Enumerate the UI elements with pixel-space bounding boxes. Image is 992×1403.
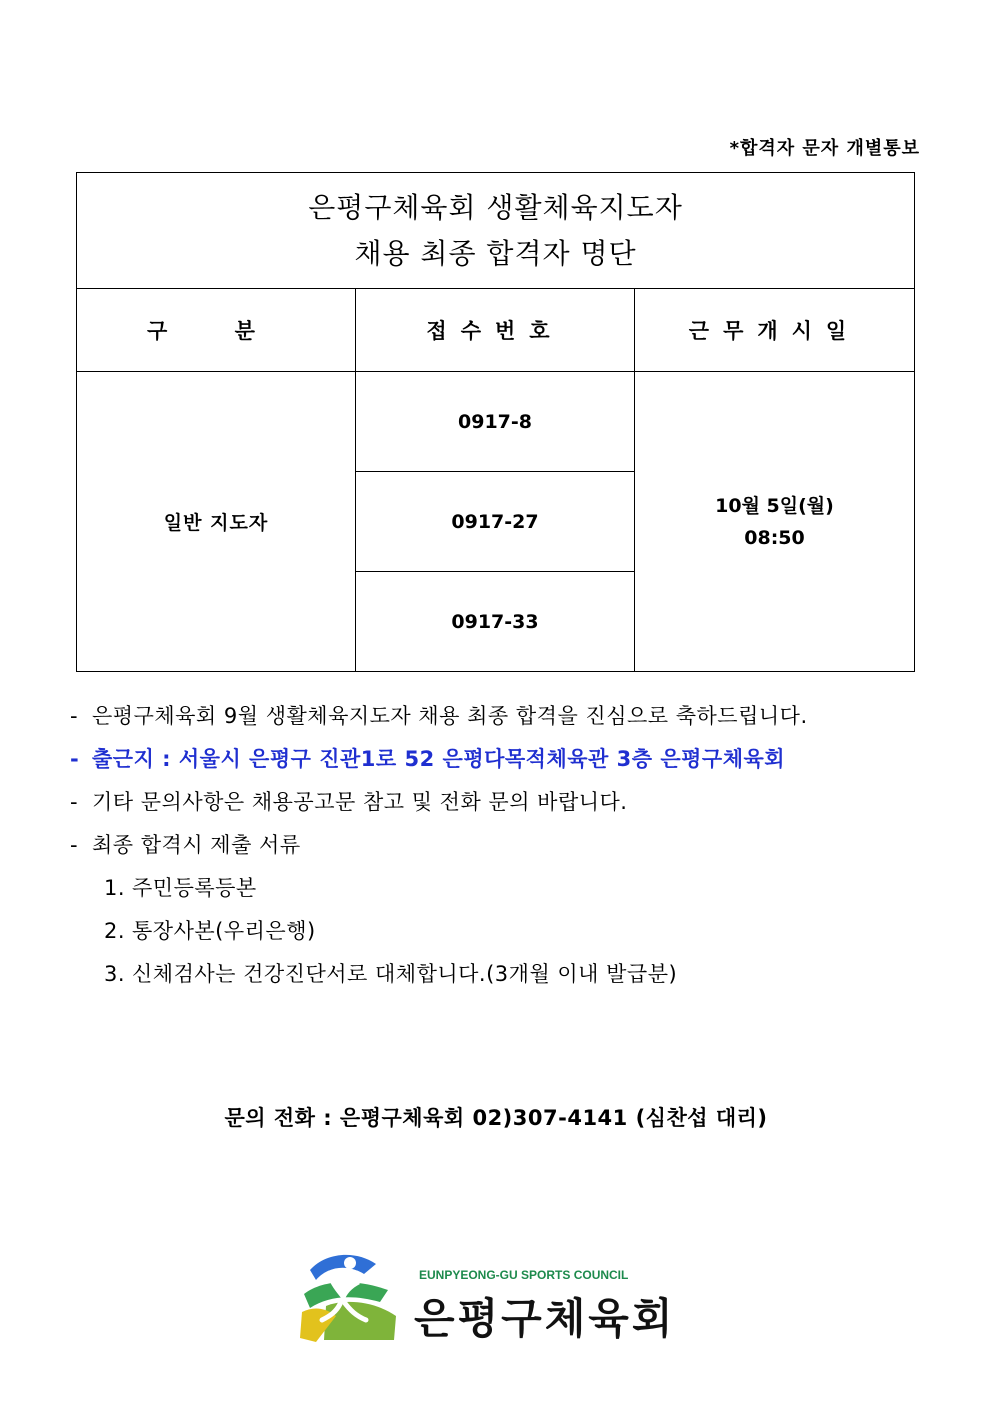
logo-korean-name: 은평구체육회 (414, 1294, 676, 1343)
note-text: 기타 문의사항은 채용공고문 참고 및 전화 문의 바랍니다. (92, 790, 628, 814)
logo-mark-icon (296, 1250, 406, 1350)
logo-english-name: EUNPYEONG-GU SPORTS COUNCIL (419, 1268, 629, 1282)
notice-text: *합격자 문자 개별통보 (729, 138, 920, 159)
table-header-row (77, 289, 915, 372)
table-title (77, 173, 915, 289)
note-congratulations (70, 700, 930, 743)
column-header-start-date: 근무개시일 (635, 289, 915, 372)
document-number: 1. (104, 876, 126, 900)
note-text: 은평구체육회 9월 생활체육지도자 채용 최종 합격을 진심으로 축하드립니다. (92, 704, 808, 728)
category-cell: 일반 지도자 (77, 372, 356, 672)
contact-info: 문의 전화 : 은평구체육회 02)307-4141 (심찬섭 대리) (224, 1106, 768, 1130)
receipt-number-cell: 0917-33 (356, 572, 635, 672)
column-header-receipt-number: 접수번호 (356, 289, 635, 372)
start-date: 10월 5일(월) (715, 494, 834, 517)
table-title-line1: 은평구체육회 생활체육지도자 (308, 190, 683, 224)
bullet-dash: - (70, 833, 79, 857)
hiring-results-table (76, 172, 915, 672)
document-text: 통장사본(우리은행) (132, 919, 316, 943)
note-text: 출근지 : 서울시 은평구 진관1로 52 은평다목적체육관 3층 은평구체육회 (92, 747, 786, 771)
document-number: 2. (104, 919, 126, 943)
sports-council-logo (296, 1250, 696, 1350)
note-inquiries (70, 786, 930, 829)
receipt-number-cell: 0917-8 (356, 372, 635, 472)
bullet-dash: - (70, 704, 79, 728)
notes-list (70, 700, 930, 1001)
document-text: 주민등록등본 (132, 876, 257, 900)
table-row (77, 372, 915, 472)
start-time: 08:50 (744, 526, 805, 549)
bullet-dash: - (70, 790, 79, 814)
table-title-row (77, 173, 915, 289)
document-item (70, 915, 930, 958)
start-date-cell (635, 372, 915, 672)
column-header-category: 구 분 (77, 289, 356, 372)
receipt-number-cell: 0917-27 (356, 472, 635, 572)
note-text: 최종 합격시 제출 서류 (92, 833, 301, 857)
note-work-location (70, 743, 930, 786)
document-text: 신체검사는 건강진단서로 대체합니다.(3개월 이내 발급분) (132, 962, 678, 986)
note-required-documents (70, 829, 930, 872)
table-title-line2: 채용 최종 합격자 명단 (354, 236, 637, 270)
bullet-dash: - (70, 747, 80, 771)
document-item (70, 872, 930, 915)
document-item (70, 958, 930, 1001)
document-number: 3. (104, 962, 126, 986)
